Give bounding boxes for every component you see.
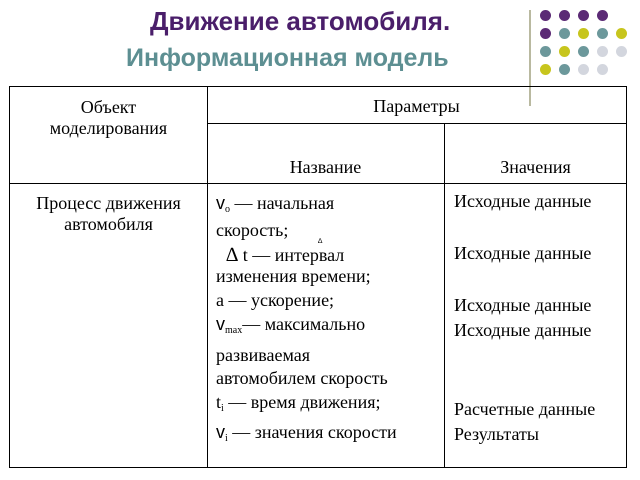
decor-dot (597, 46, 608, 57)
decor-dot (616, 28, 627, 39)
param-ti: $t_i$ — время движения; (216, 392, 381, 414)
decor-dot (540, 10, 551, 21)
decor-dot (578, 46, 589, 57)
decor-dot (578, 10, 589, 21)
param-a: a — ускорение; (216, 290, 335, 310)
object-cell: Процесс движения автомобиля (36, 193, 181, 234)
value-source-1: Исходные данные (454, 191, 592, 211)
decor-dot (578, 64, 589, 75)
param-vmax-cont1: развиваемая (216, 345, 311, 365)
decor-dot (540, 28, 551, 39)
decor-dots (540, 10, 636, 90)
param-vi: $v_i$ — значения скорости (216, 422, 397, 444)
param-v0: $v_o$ — начальная (216, 193, 335, 215)
decor-dot (597, 28, 608, 39)
value-source-2: Исходные данные (454, 243, 592, 263)
decor-dot (559, 64, 570, 75)
title-line2: Информационная модель (126, 44, 449, 72)
header-object: Объект моделирования (49, 97, 168, 138)
header-parameters: Параметры (373, 96, 460, 116)
decor-dot (597, 10, 608, 21)
grid-line (10, 183, 626, 184)
header-values: Значения (500, 157, 571, 177)
grid-line (207, 123, 626, 124)
header-name: Название (289, 157, 362, 177)
decor-dot (559, 46, 570, 57)
param-vmax: $v_{max}—$ максимально (216, 314, 366, 336)
param-vmax-cont2: автомобилем скорость (216, 368, 388, 388)
value-computed: Расчетные данные (454, 399, 596, 419)
param-dt: ∆ t — интервал (226, 244, 345, 266)
title-line1: Движение автомобиля. (150, 6, 451, 36)
decor-dot (540, 64, 551, 75)
decor-dot (578, 28, 589, 39)
decor-dot (540, 46, 551, 57)
decor-dot (616, 46, 627, 57)
info-model-table (9, 86, 627, 468)
param-v0-cont: скорость; ∆ (216, 220, 323, 245)
value-results: Результаты (454, 424, 539, 444)
param-dt-cont: изменения времени; (216, 266, 371, 286)
value-source-4: Исходные данные (454, 320, 592, 340)
decor-dot (559, 10, 570, 21)
decor-dot (597, 64, 608, 75)
grid-line (207, 87, 208, 467)
parameter-list (216, 193, 441, 449)
value-source-3: Исходные данные (454, 295, 592, 315)
decor-dot (559, 28, 570, 39)
